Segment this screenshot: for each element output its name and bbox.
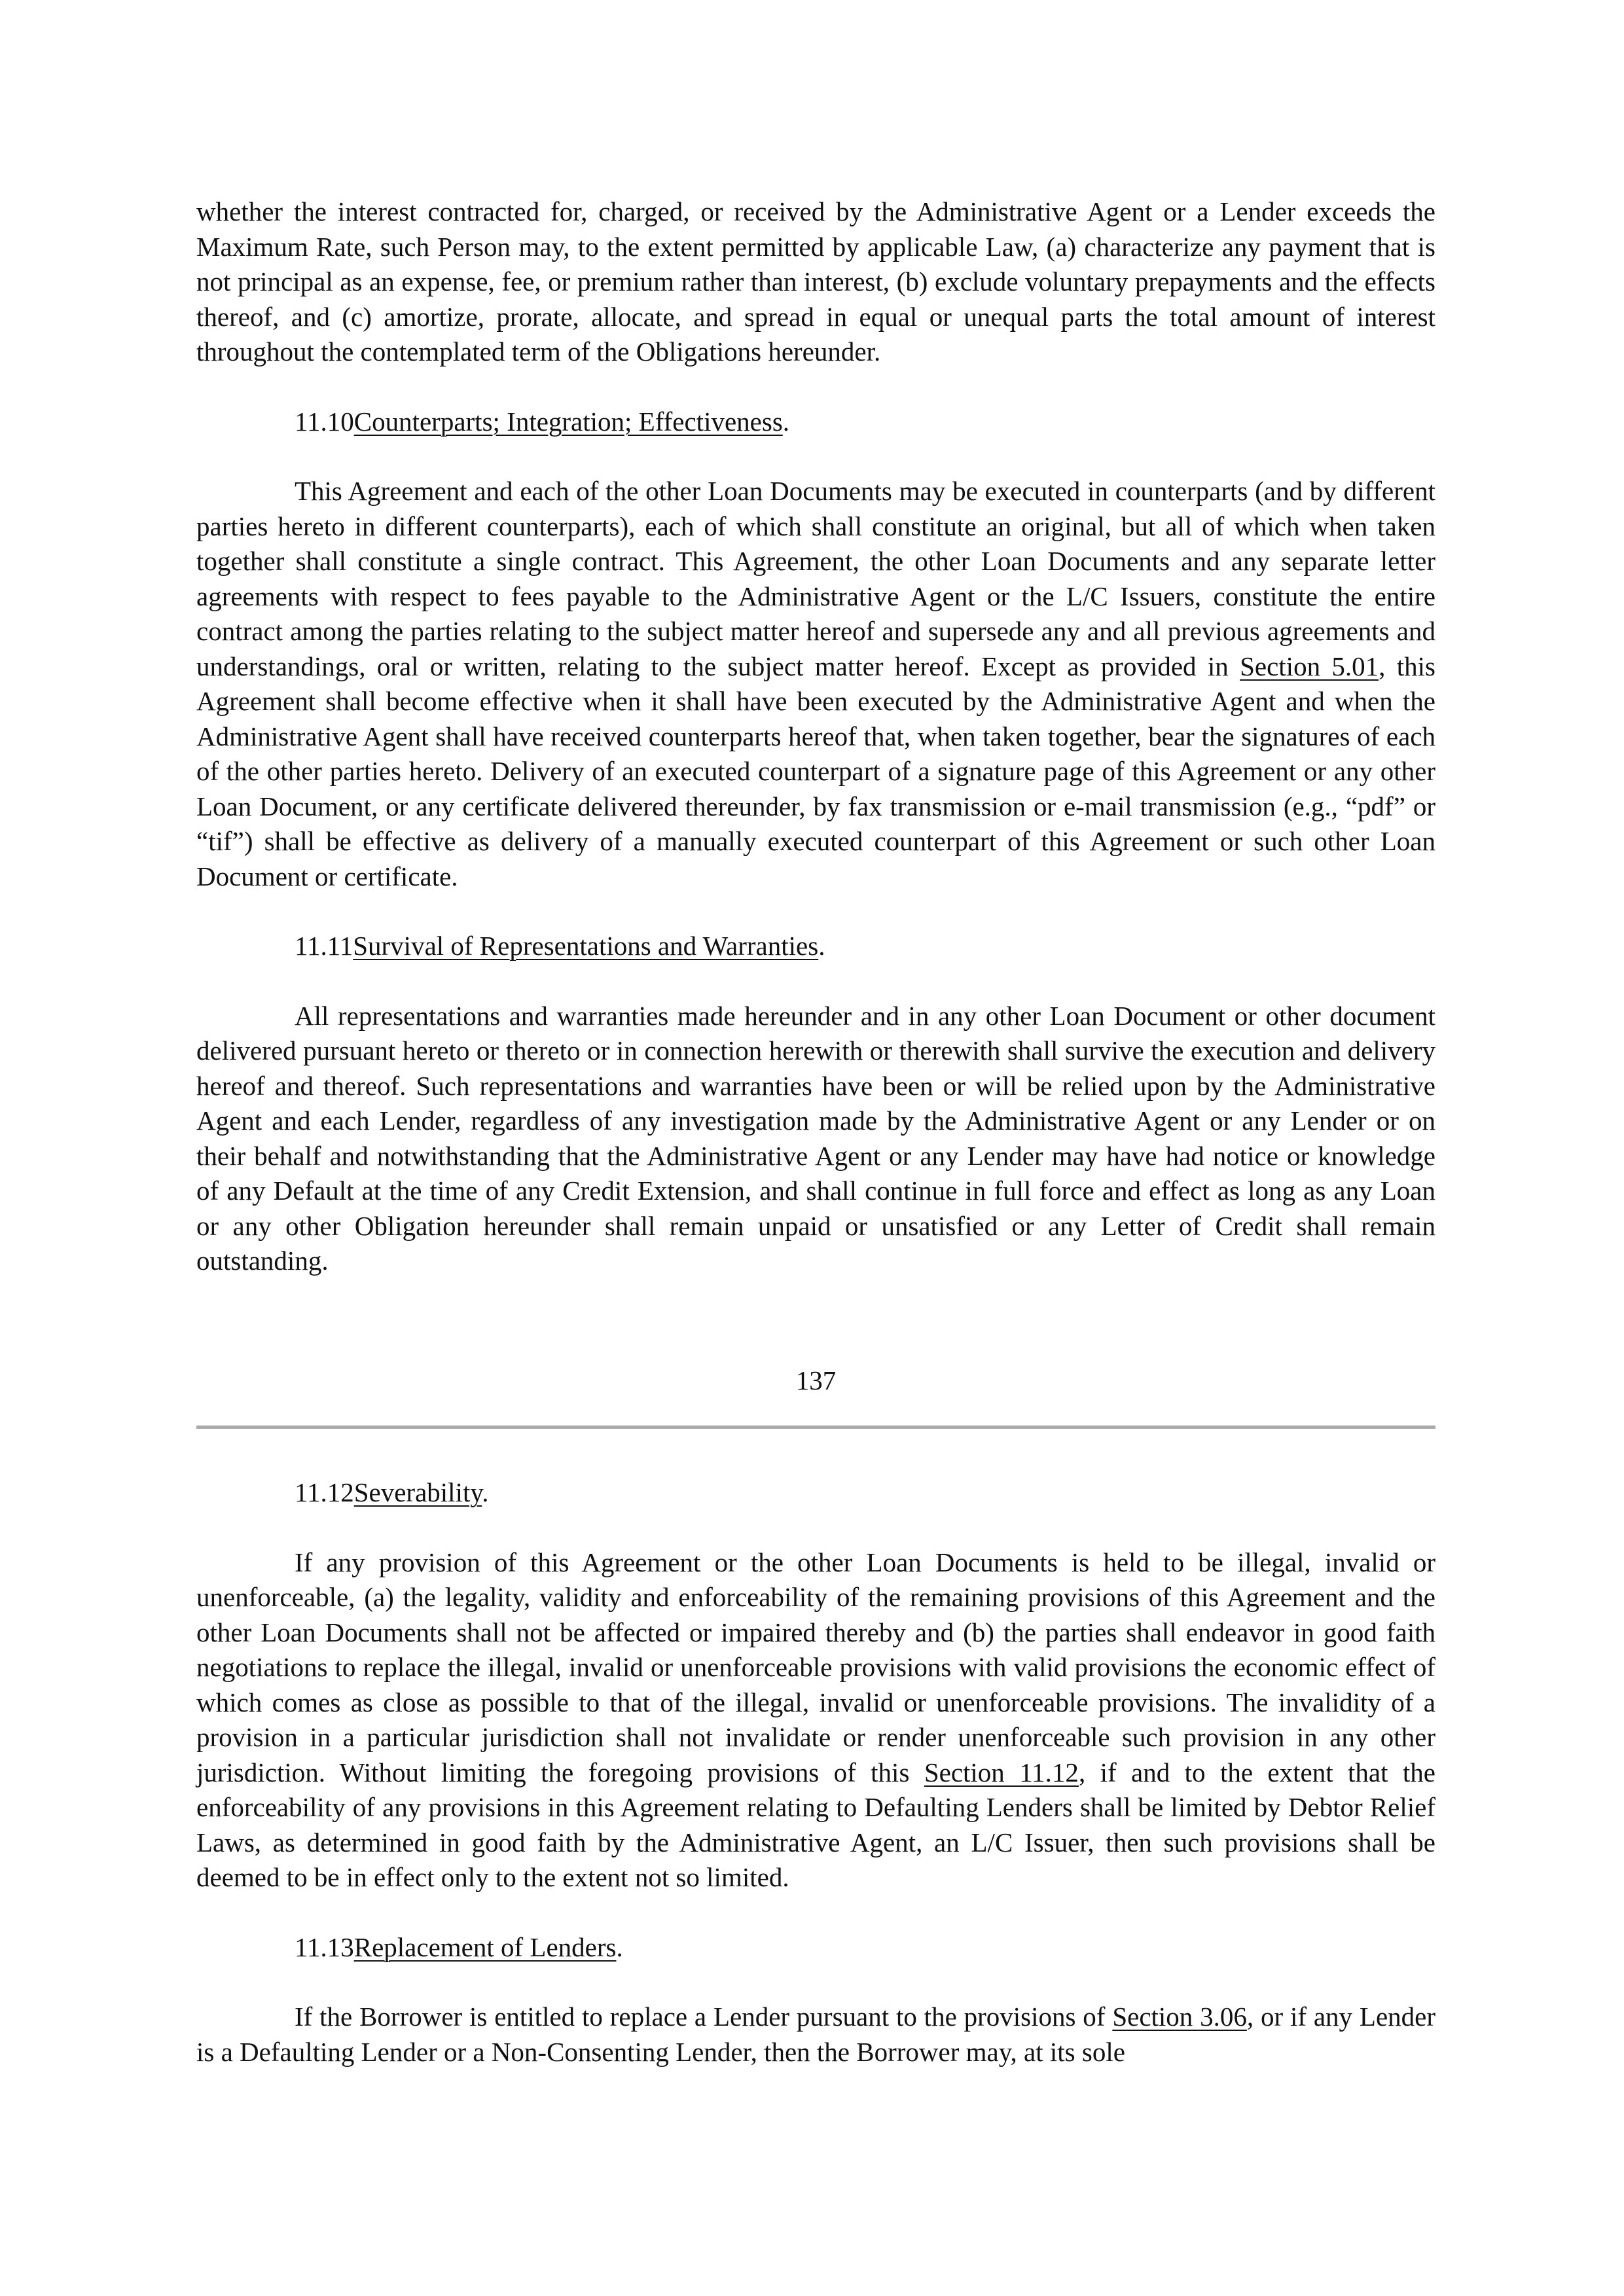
section-reference-link[interactable]: Section 11.12 — [924, 1757, 1079, 1787]
continued-paragraph: whether the interest contracted for, charged, or received by the Administrative Agent or a Lender exceeds the Maximum Rate, such Person may, to the extent permitted by applicable Law, (a) characterize any payment that is not principal as an expense, fee, or premium rather than interest, (b) exclude voluntary prepayments and the effects thereof, and (c) amortize, prorate, allocate, and spread in equal or unequal parts the total amount of interest throughout the contemplated term of the Obligations hereunder. — [196, 196, 1435, 367]
paragraph-text: , or if any Lender is a Defaulting Lender or a Non-Consenting Lender, then the Borrower may, at its sole — [196, 2001, 1435, 2067]
section-11-10-heading: 11.10Counterparts; Integration; Effectiveness. — [295, 406, 790, 437]
section-11-13-paragraph — [196, 2000, 1435, 2070]
paragraph-text: This Agreement and each of the other Loan Documents may be executed in counterparts (and by different parties hereto in different counterparts), each of which shall constitute an original, but all of which when taken together shall constitute a single contract. This Agreement, the other Loan Documents and any separate letter agreements with respect to fees payable to the Administrative Agent or the L/C Issuers, constitute the entire contract among the parties relating to the subject matter hereof and supersede any and all previous agreements and understandings, oral or written, relating to the subject matter hereof. Except as provided in — [196, 476, 1435, 681]
section-title: Counterparts; Integration; Effectiveness — [353, 406, 783, 437]
paragraph-text: , this Agreement shall become effective when it shall have been executed by the Administrative Agent and when the Administrative Agent shall have received counterparts hereof that, when taken together, bear the signatures of each of the other parties hereto. Delivery of an executed counterpart of a signature page of this Agreement or any other Loan Document, or any certificate delivered thereunder, by fax transmission or e-mail transmission (e.g., “pdf” or “tif”) shall be effective as delivery of a manually executed counterpart of this Agreement or such other Loan Document or certificate. — [196, 651, 1435, 891]
page-number: 137 — [795, 1365, 837, 1395]
section-11-10-paragraph — [196, 474, 1435, 894]
section-number: 11.13 — [295, 1931, 354, 1962]
section-number: 11.11 — [295, 931, 353, 961]
page-137-body — [196, 194, 1435, 1279]
paragraph-text: If any provision of this Agreement or the other Loan Documents is held to be illegal, invalid or unenforceable, (a) the legality, validity and enforceability of the remaining provisions of this Agreement and the other Loan Documents shall not be affected or impaired thereby and (b) the parties shall endeavor in good faith negotiations to replace the illegal, invalid or unenforceable provisions with valid provisions the economic effect of which comes as close as possible to that of the illegal, invalid or unenforceable provisions. The invalidity of a provision in a particular jurisdiction shall not invalidate or render unenforceable such provision in any other jurisdiction. Without limiting the foregoing provisions of this — [196, 1547, 1435, 1787]
section-title: Replacement of Lenders — [353, 1931, 617, 1962]
section-title: Survival of Representations and Warranties — [353, 931, 819, 961]
paragraph-text: If the Borrower is entitled to replace a Lender pursuant to the provisions of — [295, 2001, 1113, 2032]
paragraph-text: , if and to the extent that the enforceability of any provisions in this Agreement relating to Defaulting Lenders shall be limited by Debtor Relief Laws, as determined in good faith by the Administrative Agent, an L/C Issuer, then such provisions shall be deemed to be in effect only to the extent not so limited. — [196, 1757, 1435, 1892]
section-number: 11.10 — [295, 406, 354, 437]
section-11-11-paragraph: All representations and warranties made hereunder and in any other Loan Document or other document delivered pursuant hereto or thereto or in connection herewith or therewith shall survive the execution and delivery hereof and thereof. Such representations and warranties have been or will be relied upon by the Administrative Agent and each Lender, regardless of any investigation made by the Administrative Agent or any Lender or on their behalf and notwithstanding that the Administrative Agent or any Lender may have had notice or knowledge of any Default at the time of any Credit Extension, and shall continue in full force and effect as long as any Loan or any other Obligation hereunder shall remain unpaid or unsatisfied or any Letter of Credit shall remain outstanding. — [196, 1000, 1435, 1276]
page-138-body — [196, 1475, 1435, 2070]
section-11-13-heading: 11.13Replacement of Lenders. — [295, 1931, 623, 1962]
section-reference-link[interactable]: Section 5.01 — [1240, 651, 1379, 681]
page-break-divider — [196, 1426, 1435, 1429]
section-reference-link[interactable]: Section 3.06 — [1112, 2001, 1247, 2032]
section-11-12-paragraph — [196, 1545, 1435, 1895]
section-title: Severability — [353, 1477, 482, 1507]
section-11-12-heading: 11.12Severability. — [295, 1477, 489, 1507]
section-number: 11.12 — [295, 1477, 354, 1507]
section-11-11-heading: 11.11Survival of Representations and Warranties. — [295, 931, 825, 961]
